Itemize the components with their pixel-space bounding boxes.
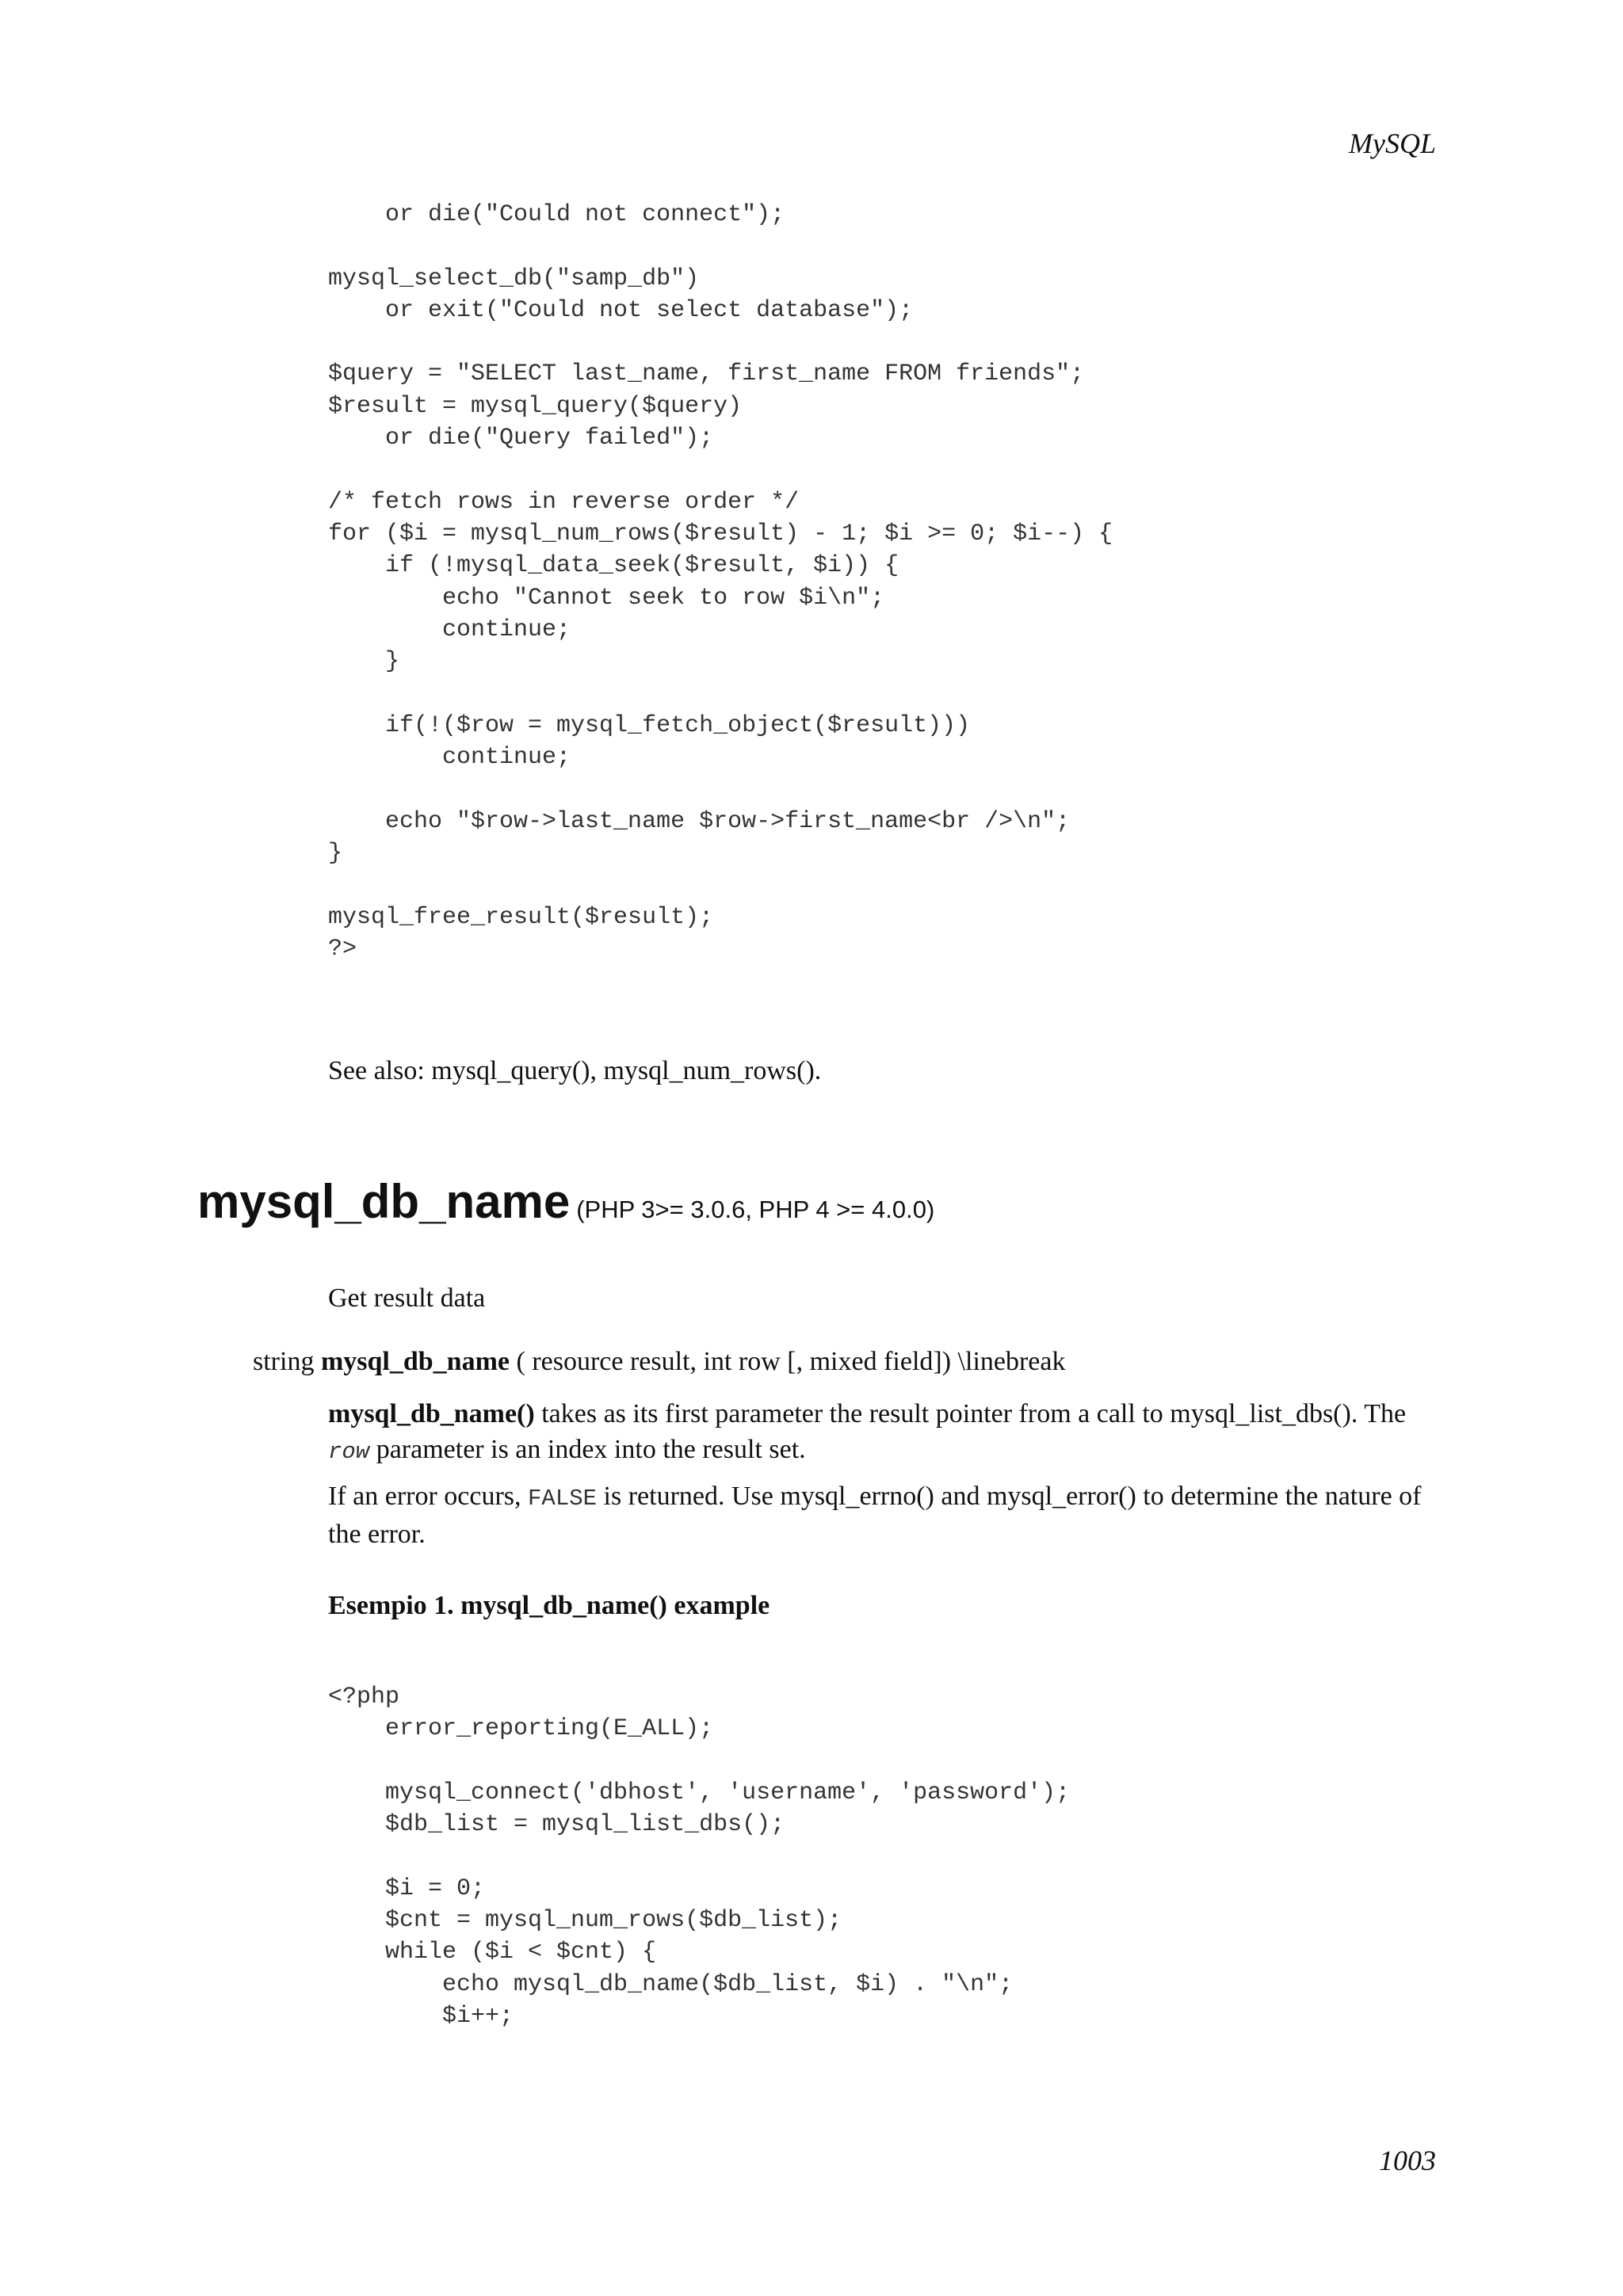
see-also: See also: mysql_query(), mysql_num_rows(). — [328, 1056, 822, 1085]
function-version: (PHP 3>= 3.0.6, PHP 4 >= 4.0.0) — [576, 1196, 935, 1223]
synopsis-return-type: string — [253, 1347, 315, 1376]
running-header: MySQL — [1349, 128, 1436, 159]
function-synopsis — [253, 1347, 1065, 1377]
description-paragraph-2 — [328, 1478, 1438, 1552]
desc-constant-false: FALSE — [528, 1486, 598, 1512]
code-listing-top: or die("Could not connect"); mysql_select_db("samp_db") or exit("Could not select database"); $query = "SELECT last_name, first_name FROM friends"; $result = mysql_query($query) or die("Query failed"); /* fetch rows in reverse order */ for ($i = mysql_num_rows($result) - 1; $i >= 0; $i--) { if (!mysql_data_seek($result, $i)) { echo "Cannot seek to row $i\n"; continue; } if(!($row = mysql_fetch_object($result))) continue; echo "$row->last_name $row->first_name<br />\n"; } mysql_free_result($result); ?> — [328, 201, 1113, 963]
synopsis-function-name: mysql_db_name — [320, 1347, 510, 1376]
description-paragraph-1 — [328, 1396, 1438, 1470]
desc-text: takes as its first parameter the result pointer from a call to mysql_list_dbs(). The — [534, 1399, 1407, 1428]
function-name: mysql_db_name — [197, 1175, 571, 1228]
page-number: 1003 — [1379, 2145, 1436, 2176]
desc-param-row: row — [328, 1439, 370, 1465]
function-heading — [197, 1174, 934, 1229]
desc-text: parameter is an index into the result set. — [369, 1435, 806, 1464]
desc-text: is returned. Use mysql_errno() and mysql_error() to determine the nature of the error. — [328, 1482, 1422, 1549]
synopsis-params: ( resource result, int row [, mixed field]) \linebreak — [516, 1347, 1066, 1376]
desc-text: If an error occurs, — [328, 1482, 529, 1511]
desc-function-ref: mysql_db_name() — [328, 1399, 535, 1428]
example-title: Esempio 1. mysql_db_name() example — [328, 1591, 770, 1620]
function-purpose: Get result data — [328, 1283, 486, 1313]
code-listing-example: <?php error_reporting(E_ALL); mysql_connect('dbhost', 'username', 'password'); $db_list = mysql_list_dbs(); $i = 0; $cnt = mysql_num_rows($db_list); while ($i < $cnt) { echo mysql_db_name($db_list, $i) . "\n"; $i++; — [328, 1684, 1071, 2030]
